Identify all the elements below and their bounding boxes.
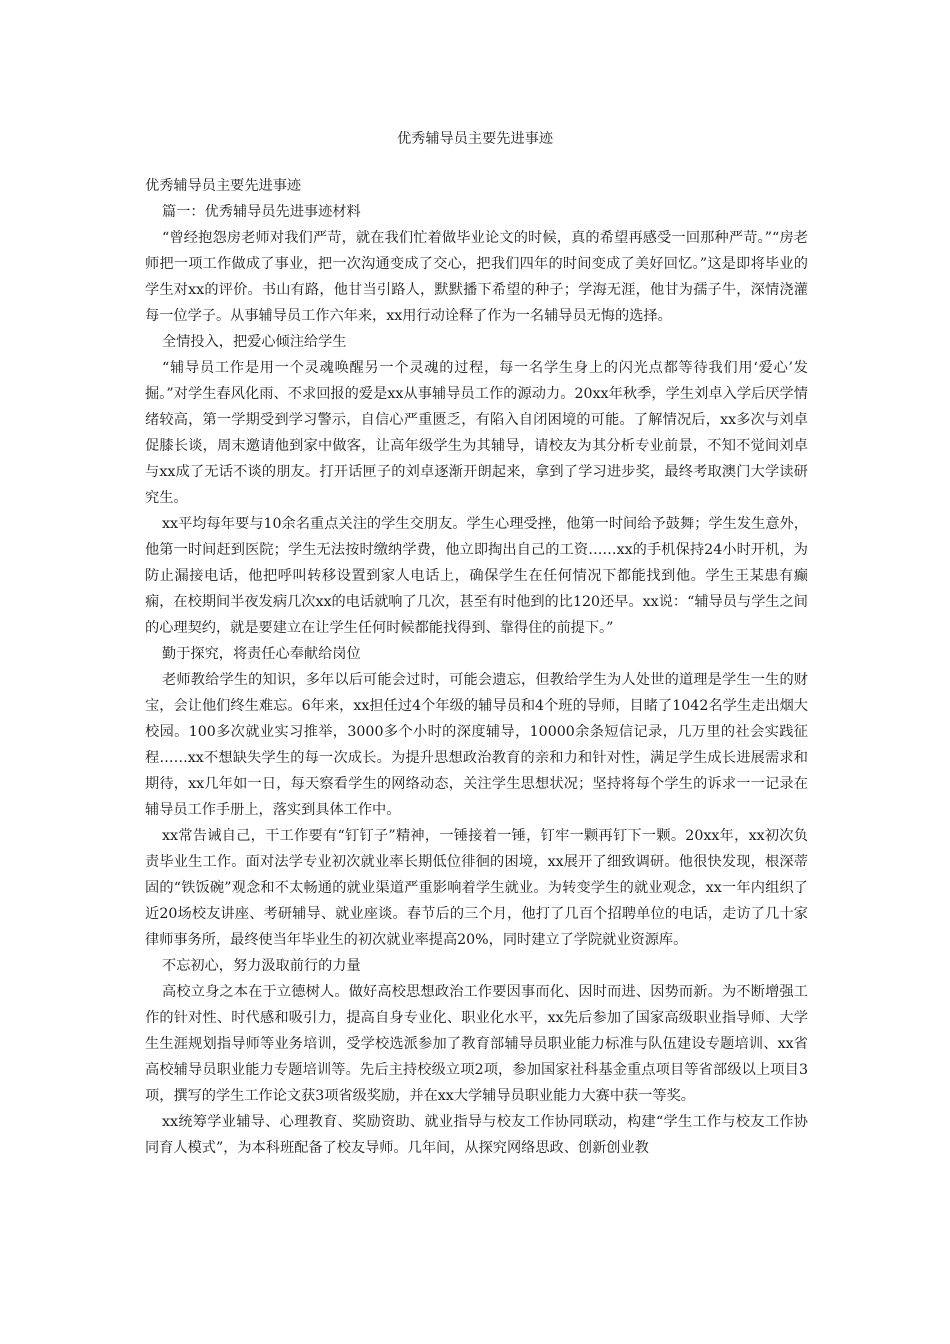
paragraph: “曾经抱怨房老师对我们严苛，就在我们忙着做毕业论文的时候，真的希望再感受一回那种严苛。”“房老师把一项工作做成了事业，把一次沟通变成了交心，把我们四年的时间变成了美好回忆。”这是即将毕业的学生对xx的评价。书山有路，他甘当引路人，默默播下希望的种子；学海无涯，他甘为孺子牛，深情浇灌每一位学子。从事辅导员工作六年来，xx用行动诠释了作为一名辅导员无悔的选择。 [145, 230, 808, 324]
paragraph: 老师教给学生的知识，多年以后可能会过时，可能会遗忘，但教给学生为人处世的道理是学生一生的财宝，会让他们终生难忘。6年来，xx担任过4个年级的辅导员和4个班的导师，目睹了1042名学生走出烟大校园。100多次就业实习推举，3000多个小时的深度辅导，10000余条短信记录，几万里的社会实践征程……xx不想缺失学生的每一次成长。为提升思想政治教育的亲和力和针对性，满足学生成长进展需求和期待，xx几年如一日，每天察看学生的网络动态，关注学生思想状况；坚持将每个学生的诉求一一记录在辅导员工作手册上，落实到具体工作中。 [145, 672, 808, 818]
document-title: 优秀辅导员主要先进事迹 [396, 131, 554, 147]
paragraph: xx统筹学业辅导、心理教育、奖励资助、就业指导与校友工作协同联动，构建“学生工作与校友工作协同育人模式”，为本科班配备了校友导师。几年间，从探究网络思政、创新创业教 [145, 1114, 808, 1156]
paragraph: xx常告诫自己，干工作要有“钉钉子”精神，一锤接着一锤，钉牢一颗再钉下一颗。20xx年，xx初次负责毕业生工作。面对法学专业初次就业率长期低位徘徊的困境，xx展开了细致调研。他很快发现，根深蒂固的“铁饭碗”观念和不太畅通的就业渠道严重影响着学生就业。为转变学生的就业观念，xx一年内组织了近20场校友讲座、考研辅导、就业座谈。春节后的三个月，他打了几百个招聘单位的电话，走访了几十家律师事务所，最终使当年毕业生的初次就业率提高20%，同时建立了学院就业资源库。 [145, 828, 808, 948]
section-heading: 不忘初心，努力汲取前行的力量 [162, 958, 361, 974]
chapter-heading: 篇一：优秀辅导员先进事迹材料 [162, 204, 361, 220]
paragraph: “辅导员工作是用一个灵魂唤醒另一个灵魂的过程，每一名学生身上的闪光点都等待我们用‘爱心’发掘。”对学生春风化雨、不求回报的爱是xx从事辅导员工作的源动力。20xx年秋季，学生刘卓入学后厌学情绪较高，第一学期受到学习警示，自信心严重匮乏，有陷入自闭困境的可能。了解情况后，xx多次与刘卓促膝长谈，周末邀请他到家中做客，让高年级学生为其辅导，请校友为其分析专业前景，不知不觉间刘卓与xx成了无话不谈的朋友。打开话匣子的刘卓逐渐开朗起来，拿到了学习进步奖，最终考取澳门大学读研究生。 [145, 360, 808, 506]
section-heading: 全情投入，把爱心倾注给学生 [162, 334, 347, 350]
paragraph: 高校立身之本在于立德树人。做好高校思想政治工作要因事而化、因时而进、因势而新。为不断增强工作的针对性、时代感和吸引力，提高自身专业化、职业化水平，xx先后参加了国家高级职业指导师、大学生生涯规划指导师等业务培训，受学校选派参加了教育部辅导员职业能力标准与队伍建设专题培训、xx省高校辅导员职业能力专题培训等。先后主持校级立项2项，参加国家社科基金重点项目等省部级以上项目3项，撰写的学生工作论文获3项省级奖励，并在xx大学辅导员职业能力大赛中获一等奖。 [145, 984, 808, 1104]
paragraph: xx平均每年要与10余名重点关注的学生交朋友。学生心理受挫，他第一时间给予鼓舞；学生发生意外，他第一时间赶到医院；学生无法按时缴纳学费，他立即掏出自己的工资……xx的手机保持24小时开机，为防止漏接电话，他把呼叫转移设置到家人电话上，确保学生在任何情况下都能找到他。学生王某患有癫痫，在校期间半夜发病几次xx的电话就响了几次，甚至有时他到的比120还早。xx说：“辅导员与学生之间的心理契约，就是要建立在让学生任何时候都能找得到、靠得住的前提下。” [145, 516, 808, 636]
body-heading: 优秀辅导员主要先进事迹 [145, 178, 302, 194]
section-heading: 勤于探究，将责任心奉献给岗位 [162, 646, 361, 662]
document-body [145, 173, 808, 1161]
